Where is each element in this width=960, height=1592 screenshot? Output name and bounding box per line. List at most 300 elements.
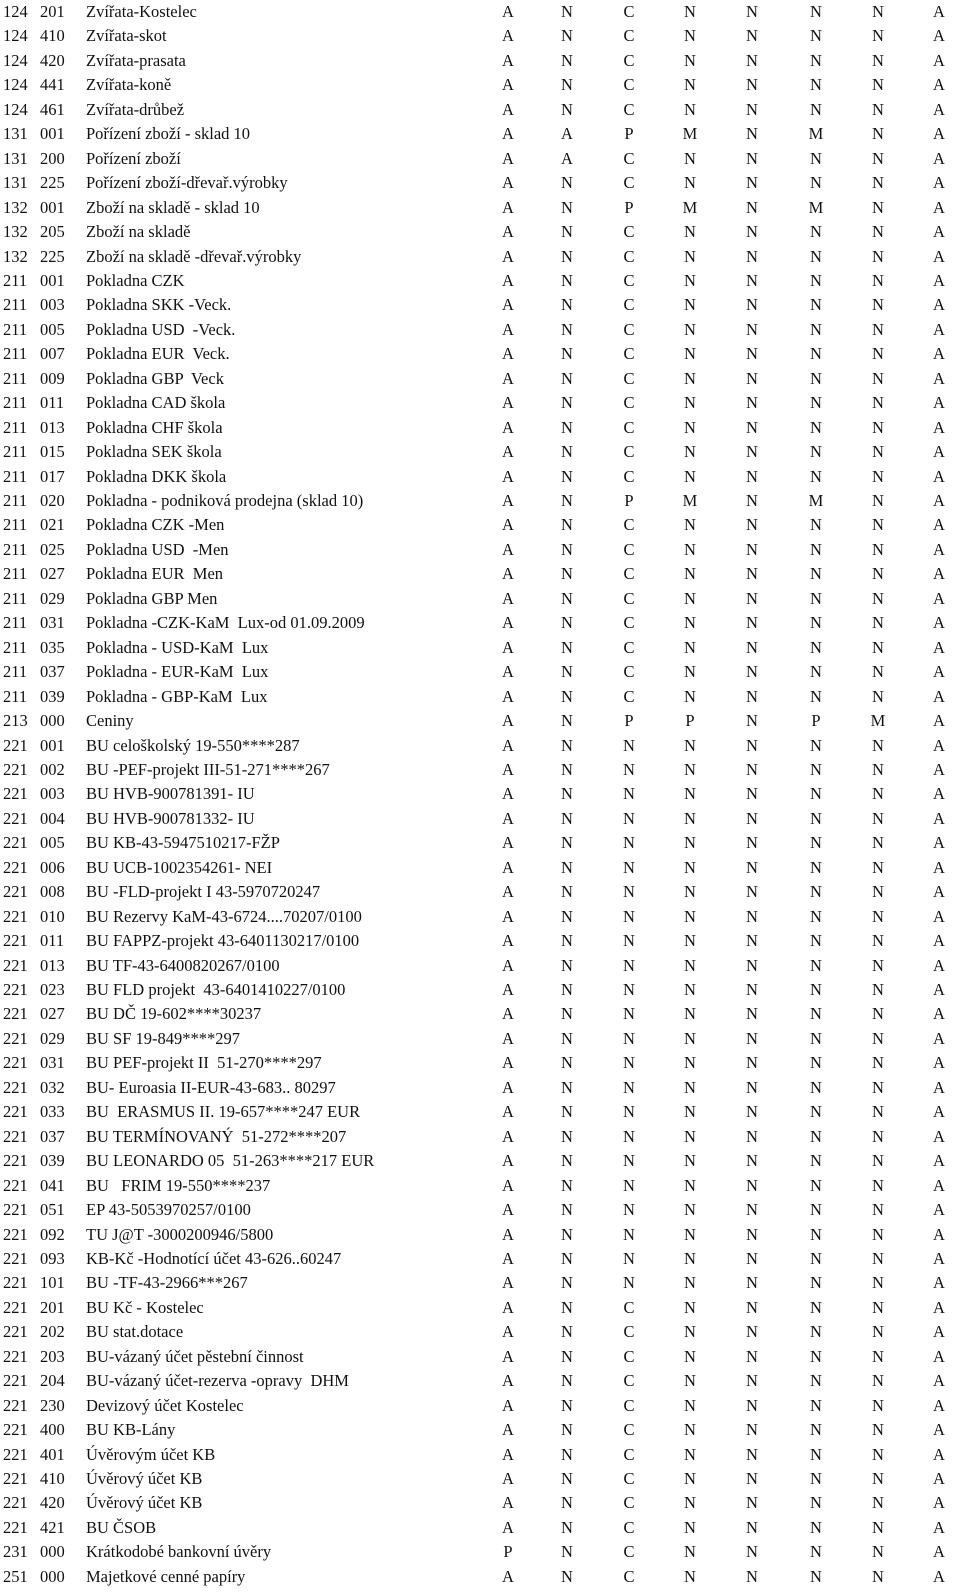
- flag-column-7: N: [872, 124, 884, 144]
- flag-column-5: N: [746, 955, 758, 975]
- flag-column-8: A: [933, 319, 945, 339]
- flag-column-5: N: [746, 393, 758, 413]
- flag-column-5: N: [746, 515, 758, 535]
- account-name: BU HVB-900781391- IU: [86, 784, 255, 804]
- flag-column-3: C: [623, 393, 635, 413]
- synthetic-account-number: 124: [3, 99, 28, 119]
- flag-column-4: N: [684, 1542, 696, 1562]
- flag-column-5: N: [746, 1420, 758, 1440]
- flag-column-4: N: [684, 1297, 696, 1317]
- account-name: Zboží na skladě: [86, 222, 191, 242]
- synthetic-account-number: 221: [3, 1224, 28, 1244]
- flag-column-4: N: [684, 1346, 696, 1366]
- flag-column-6: N: [810, 222, 822, 242]
- flag-column-2: N: [561, 735, 573, 755]
- flag-column-8: A: [933, 931, 945, 951]
- flag-column-1: A: [502, 735, 514, 755]
- synthetic-account-number: 221: [3, 1444, 28, 1464]
- table-row: [0, 660, 960, 684]
- flag-column-1: A: [502, 1322, 514, 1342]
- flag-column-8: A: [933, 1077, 945, 1097]
- flag-column-8: A: [933, 99, 945, 119]
- account-name: Úvěrový účet KB: [86, 1469, 203, 1488]
- flag-column-4: N: [684, 1151, 696, 1171]
- synthetic-account-number: 131: [3, 124, 28, 144]
- analytic-account-number: 033: [40, 1102, 65, 1122]
- flag-column-8: A: [933, 906, 945, 926]
- flag-column-4: N: [684, 50, 696, 70]
- account-name: Pokladna SKK -Veck.: [86, 295, 232, 315]
- flag-column-5: N: [746, 1004, 758, 1024]
- table-row: [0, 122, 960, 146]
- flag-column-8: A: [933, 662, 945, 682]
- flag-column-1: A: [502, 1102, 514, 1122]
- flag-column-7: N: [872, 759, 884, 779]
- synthetic-account-number: 211: [3, 466, 28, 486]
- flag-column-4: N: [684, 466, 696, 486]
- flag-column-5: N: [746, 882, 758, 902]
- flag-column-1: A: [502, 1444, 514, 1464]
- flag-column-3: N: [623, 1028, 635, 1048]
- analytic-account-number: 201: [40, 1297, 65, 1317]
- flag-column-3: C: [623, 75, 635, 95]
- account-name: Zvířata-skot: [86, 26, 167, 46]
- flag-column-1: A: [502, 588, 514, 608]
- table-row: [0, 782, 960, 806]
- table-row: [0, 562, 960, 586]
- flag-column-4: N: [684, 1395, 696, 1415]
- flag-column-8: A: [933, 1493, 945, 1513]
- flag-column-5: N: [746, 662, 758, 682]
- flag-column-5: N: [746, 222, 758, 242]
- account-name: Zvířata-Kostelec: [86, 2, 197, 21]
- flag-column-5: N: [746, 1566, 758, 1586]
- synthetic-account-number: 221: [3, 1346, 28, 1366]
- analytic-account-number: 002: [40, 759, 65, 779]
- flag-column-1: A: [502, 491, 514, 510]
- synthetic-account-number: 221: [3, 980, 28, 999]
- flag-column-3: P: [624, 124, 634, 144]
- flag-column-7: N: [872, 784, 884, 804]
- flag-column-6: N: [810, 1322, 822, 1342]
- flag-column-5: N: [746, 1151, 758, 1171]
- flag-column-7: N: [872, 1517, 884, 1537]
- table-row: [0, 758, 960, 782]
- flag-column-6: N: [810, 564, 822, 584]
- analytic-account-number: 011: [40, 393, 65, 413]
- flag-column-8: A: [933, 759, 945, 779]
- flag-column-8: A: [933, 1420, 945, 1440]
- table-row: [0, 1443, 960, 1467]
- synthetic-account-number: 231: [3, 1542, 28, 1562]
- analytic-account-number: 410: [40, 1469, 65, 1488]
- flag-column-5: N: [746, 1517, 758, 1537]
- flag-column-8: A: [933, 564, 945, 584]
- account-name: Pokladna - GBP-KaM Lux: [86, 686, 268, 706]
- flag-column-4: N: [684, 1004, 696, 1024]
- account-name: Pokladna USD -Men: [86, 539, 229, 559]
- flag-column-2: N: [561, 711, 573, 731]
- flag-column-4: N: [684, 1102, 696, 1122]
- flag-column-7: N: [872, 1126, 884, 1146]
- account-name: Pokladna - EUR-KaM Lux: [86, 662, 269, 682]
- account-name: Pokladna EUR Men: [86, 564, 224, 584]
- flag-column-7: N: [872, 1273, 884, 1293]
- synthetic-account-number: 221: [3, 1102, 28, 1122]
- flag-column-3: C: [623, 637, 635, 657]
- flag-column-1: A: [502, 1493, 514, 1513]
- flag-column-5: N: [746, 344, 758, 364]
- flag-column-8: A: [933, 1175, 945, 1195]
- flag-column-8: A: [933, 1297, 945, 1317]
- flag-column-7: N: [872, 539, 884, 559]
- flag-column-6: N: [810, 1346, 822, 1366]
- flag-column-3: N: [623, 784, 635, 804]
- table-row: [0, 1247, 960, 1271]
- flag-column-4: N: [684, 26, 696, 46]
- flag-column-7: N: [872, 808, 884, 828]
- flag-column-5: N: [746, 980, 758, 999]
- flag-column-7: N: [872, 393, 884, 413]
- flag-column-2: N: [561, 1175, 573, 1195]
- analytic-account-number: 021: [40, 515, 65, 535]
- flag-column-4: N: [684, 1175, 696, 1195]
- account-name: BU PEF-projekt II 51-270****297: [86, 1053, 322, 1073]
- analytic-account-number: 203: [40, 1346, 65, 1366]
- flag-column-2: N: [561, 319, 573, 339]
- flag-column-8: A: [933, 26, 945, 46]
- flag-column-7: N: [872, 1200, 884, 1220]
- flag-column-6: N: [810, 1151, 822, 1171]
- account-name: BU celoškolský 19-550****287: [86, 735, 300, 755]
- flag-column-3: N: [623, 931, 635, 951]
- flag-column-3: C: [623, 270, 635, 290]
- flag-column-6: N: [810, 344, 822, 364]
- account-name: EP 43-5053970257/0100: [86, 1200, 251, 1220]
- flag-column-7: N: [872, 319, 884, 339]
- flag-column-1: A: [502, 222, 514, 242]
- flag-column-1: A: [502, 75, 514, 95]
- synthetic-account-number: 211: [3, 393, 28, 413]
- account-name: BU KB-43-5947510217-FŽP: [86, 833, 280, 853]
- synthetic-account-number: 221: [3, 759, 28, 779]
- flag-column-3: C: [623, 1444, 635, 1464]
- flag-column-8: A: [933, 833, 945, 853]
- analytic-account-number: 400: [40, 1420, 65, 1440]
- account-name: BU UCB-1002354261- NEI: [86, 857, 273, 877]
- table-row: [0, 171, 960, 195]
- account-name: Pořízení zboží: [86, 148, 181, 168]
- flag-column-6: N: [810, 1542, 822, 1562]
- flag-column-1: A: [502, 466, 514, 486]
- flag-column-4: N: [684, 980, 696, 999]
- flag-column-1: A: [502, 1420, 514, 1440]
- flag-column-6: N: [810, 1175, 822, 1195]
- flag-column-7: N: [872, 1004, 884, 1024]
- flag-column-7: N: [872, 1102, 884, 1122]
- flag-column-8: A: [933, 124, 945, 144]
- table-row: [0, 293, 960, 317]
- flag-column-4: N: [684, 246, 696, 266]
- flag-column-4: N: [684, 955, 696, 975]
- flag-column-5: N: [746, 735, 758, 755]
- table-row: [0, 807, 960, 831]
- flag-column-5: N: [746, 197, 758, 217]
- table-row: [0, 1369, 960, 1393]
- analytic-account-number: 039: [40, 1151, 65, 1171]
- table-row: [0, 465, 960, 489]
- flag-column-1: A: [502, 173, 514, 193]
- synthetic-account-number: 221: [3, 1200, 28, 1220]
- flag-column-3: C: [623, 1493, 635, 1513]
- flag-column-3: N: [623, 1175, 635, 1195]
- flag-column-1: A: [502, 1151, 514, 1171]
- table-row: [0, 220, 960, 244]
- flag-column-8: A: [933, 857, 945, 877]
- flag-column-1: A: [502, 515, 514, 535]
- flag-column-5: N: [746, 491, 758, 510]
- flag-column-2: N: [561, 1420, 573, 1440]
- flag-column-3: C: [623, 319, 635, 339]
- synthetic-account-number: 221: [3, 931, 28, 951]
- flag-column-7: N: [872, 1346, 884, 1366]
- flag-column-4: N: [684, 1322, 696, 1342]
- flag-column-2: N: [561, 564, 573, 584]
- flag-column-4: N: [684, 270, 696, 290]
- table-row: [0, 73, 960, 97]
- flag-column-7: N: [872, 99, 884, 119]
- account-name: BU ČSOB: [86, 1517, 157, 1537]
- analytic-account-number: 039: [40, 686, 65, 706]
- flag-column-8: A: [933, 368, 945, 388]
- analytic-account-number: 441: [40, 75, 65, 95]
- flag-column-4: N: [684, 1371, 696, 1391]
- flag-column-2: N: [561, 1322, 573, 1342]
- flag-column-1: A: [502, 417, 514, 437]
- table-row: [0, 611, 960, 635]
- flag-column-3: N: [623, 1004, 635, 1024]
- flag-column-7: N: [872, 515, 884, 535]
- synthetic-account-number: 221: [3, 857, 28, 877]
- flag-column-3: N: [623, 882, 635, 902]
- flag-column-6: N: [810, 368, 822, 388]
- flag-column-3: C: [623, 148, 635, 168]
- account-name: BU -PEF-projekt III-51-271****267: [86, 759, 330, 779]
- table-row: [0, 1100, 960, 1124]
- account-name: Úvěrovým účet KB: [86, 1444, 216, 1464]
- flag-column-6: N: [810, 882, 822, 902]
- synthetic-account-number: 124: [3, 2, 28, 21]
- table-row: [0, 1271, 960, 1295]
- flag-column-8: A: [933, 686, 945, 706]
- flag-column-5: N: [746, 270, 758, 290]
- flag-column-7: N: [872, 173, 884, 193]
- flag-column-7: N: [872, 1053, 884, 1073]
- flag-column-3: P: [624, 491, 634, 510]
- flag-column-2: N: [561, 515, 573, 535]
- table-row: [0, 489, 960, 513]
- flag-column-6: N: [810, 1248, 822, 1268]
- account-name: Majetkové cenné papíry: [86, 1566, 246, 1586]
- synthetic-account-number: 221: [3, 735, 28, 755]
- flag-column-7: N: [872, 1371, 884, 1391]
- synthetic-account-number: 221: [3, 1469, 28, 1488]
- account-name: BU-vázaný účet-rezerva -opravy DHM: [86, 1371, 349, 1391]
- analytic-account-number: 031: [40, 1053, 65, 1073]
- flag-column-2: N: [561, 1346, 573, 1366]
- analytic-account-number: 041: [40, 1175, 65, 1195]
- flag-column-7: N: [872, 686, 884, 706]
- synthetic-account-number: 221: [3, 1175, 28, 1195]
- account-name: Pokladna CHF škola: [86, 417, 223, 437]
- flag-column-7: N: [872, 1248, 884, 1268]
- flag-column-1: A: [502, 1175, 514, 1195]
- flag-column-1: A: [502, 148, 514, 168]
- flag-column-6: N: [810, 1297, 822, 1317]
- flag-column-8: A: [933, 2, 945, 21]
- flag-column-6: N: [810, 2, 822, 21]
- flag-column-2: N: [561, 539, 573, 559]
- flag-column-4: N: [684, 1566, 696, 1586]
- flag-column-5: N: [746, 1297, 758, 1317]
- flag-column-1: A: [502, 833, 514, 853]
- flag-column-5: N: [746, 784, 758, 804]
- flag-column-4: N: [684, 735, 696, 755]
- flag-column-1: A: [502, 1273, 514, 1293]
- flag-column-4: N: [684, 662, 696, 682]
- analytic-account-number: 230: [40, 1395, 65, 1415]
- flag-column-3: C: [623, 222, 635, 242]
- synthetic-account-number: 221: [3, 833, 28, 853]
- flag-column-8: A: [933, 1517, 945, 1537]
- analytic-account-number: 037: [40, 662, 65, 682]
- synthetic-account-number: 221: [3, 1077, 28, 1097]
- synthetic-account-number: 221: [3, 1322, 28, 1342]
- flag-column-6: N: [810, 539, 822, 559]
- flag-column-2: N: [561, 173, 573, 193]
- synthetic-account-number: 131: [3, 173, 28, 193]
- flag-column-2: N: [561, 980, 573, 999]
- table-row: [0, 49, 960, 73]
- table-row: [0, 880, 960, 904]
- flag-column-8: A: [933, 466, 945, 486]
- flag-column-3: C: [623, 662, 635, 682]
- table-row: [0, 1149, 960, 1173]
- flag-column-2: N: [561, 491, 573, 510]
- flag-column-3: C: [623, 1395, 635, 1415]
- flag-column-1: A: [502, 1566, 514, 1586]
- flag-column-3: C: [623, 246, 635, 266]
- synthetic-account-number: 251: [3, 1566, 28, 1586]
- flag-column-3: C: [623, 515, 635, 535]
- flag-column-6: N: [810, 1469, 822, 1488]
- flag-column-1: A: [502, 124, 514, 144]
- flag-column-5: N: [746, 759, 758, 779]
- flag-column-3: P: [624, 197, 634, 217]
- flag-column-3: C: [623, 99, 635, 119]
- flag-column-5: N: [746, 1322, 758, 1342]
- flag-column-2: N: [561, 368, 573, 388]
- flag-column-5: N: [746, 99, 758, 119]
- flag-column-3: N: [623, 857, 635, 877]
- flag-column-7: M: [870, 711, 886, 731]
- flag-column-4: M: [682, 491, 698, 510]
- flag-column-2: N: [561, 1517, 573, 1537]
- analytic-account-number: 420: [40, 1493, 65, 1513]
- flag-column-6: N: [810, 1004, 822, 1024]
- flag-column-5: N: [746, 711, 758, 731]
- synthetic-account-number: 221: [3, 882, 28, 902]
- flag-column-8: A: [933, 173, 945, 193]
- flag-column-1: A: [502, 1517, 514, 1537]
- flag-column-8: A: [933, 1322, 945, 1342]
- table-row: [0, 538, 960, 562]
- flag-column-1: A: [502, 1297, 514, 1317]
- flag-column-3: C: [623, 539, 635, 559]
- analytic-account-number: 011: [40, 931, 65, 951]
- synthetic-account-number: 221: [3, 784, 28, 804]
- flag-column-1: A: [502, 1346, 514, 1366]
- account-name: BU LEONARDO 05 51-263****217 EUR: [86, 1151, 375, 1171]
- flag-column-6: N: [810, 588, 822, 608]
- flag-column-7: N: [872, 26, 884, 46]
- flag-column-3: C: [623, 588, 635, 608]
- table-row: [0, 196, 960, 220]
- table-row: [0, 440, 960, 464]
- flag-column-3: N: [623, 1224, 635, 1244]
- flag-column-5: N: [746, 319, 758, 339]
- synthetic-account-number: 211: [3, 270, 28, 290]
- flag-column-3: C: [623, 1322, 635, 1342]
- flag-column-5: N: [746, 1053, 758, 1073]
- flag-column-4: N: [684, 857, 696, 877]
- table-row: [0, 245, 960, 269]
- analytic-account-number: 003: [40, 295, 65, 315]
- flag-column-6: N: [810, 1273, 822, 1293]
- flag-column-1: A: [502, 613, 514, 633]
- flag-column-1: A: [502, 980, 514, 999]
- flag-column-6: N: [810, 1224, 822, 1244]
- flag-column-8: A: [933, 393, 945, 413]
- flag-column-7: N: [872, 1395, 884, 1415]
- flag-column-1: A: [502, 759, 514, 779]
- flag-column-4: N: [684, 515, 696, 535]
- account-name: BU -TF-43-2966***267: [86, 1273, 248, 1293]
- analytic-account-number: 205: [40, 222, 65, 242]
- synthetic-account-number: 221: [3, 1151, 28, 1171]
- flag-column-6: N: [810, 246, 822, 266]
- flag-column-4: N: [684, 344, 696, 364]
- account-name: BU FLD projekt 43-6401410227/0100: [86, 980, 346, 999]
- synthetic-account-number: 221: [3, 906, 28, 926]
- flag-column-4: N: [684, 1200, 696, 1220]
- flag-column-2: N: [561, 246, 573, 266]
- flag-column-6: N: [810, 1077, 822, 1097]
- flag-column-2: N: [561, 1395, 573, 1415]
- flag-column-1: A: [502, 319, 514, 339]
- flag-column-5: N: [746, 613, 758, 633]
- account-name: BU TF-43-6400820267/0100: [86, 955, 280, 975]
- flag-column-2: N: [561, 686, 573, 706]
- table-row: [0, 1491, 960, 1515]
- flag-column-8: A: [933, 491, 945, 510]
- flag-column-5: N: [746, 442, 758, 462]
- flag-column-8: A: [933, 637, 945, 657]
- flag-column-2: N: [561, 442, 573, 462]
- flag-column-2: N: [561, 26, 573, 46]
- flag-column-1: A: [502, 246, 514, 266]
- flag-column-3: C: [623, 564, 635, 584]
